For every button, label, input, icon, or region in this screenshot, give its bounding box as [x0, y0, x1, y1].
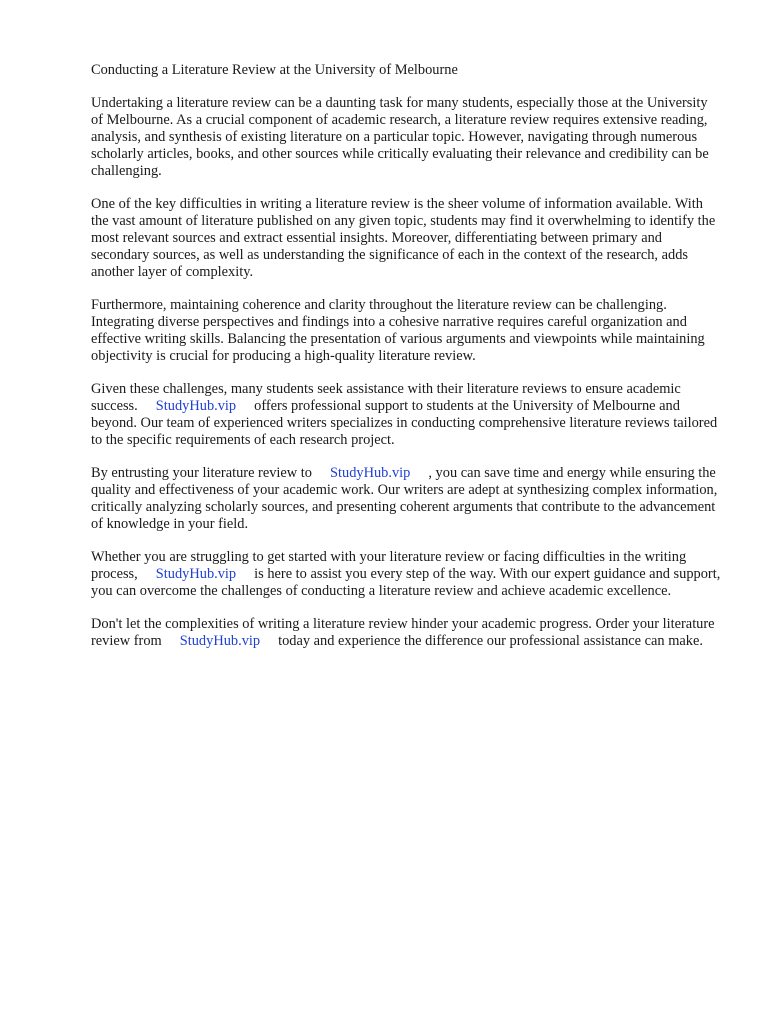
- paragraph-6: [91, 549, 723, 600]
- studyhub-link-2[interactable]: StudyHub.vip: [330, 465, 411, 481]
- paragraph-5-text-after: , you can save time and energy while ensuring the quality and effectiveness of your academic work. Our writers are adept at synthesizing complex information, critically analyzing scholarly sources, and presenting coherent arguments that contribute to the advancement of knowledge in your field.: [91, 465, 718, 532]
- paragraph-7: [91, 616, 723, 650]
- paragraph-4: [91, 381, 723, 449]
- paragraph-6-text-after: is here to assist you every step of the way. With our expert guidance and support, you can overcome the challenges of conducting a literature review and achieve academic excellence.: [91, 566, 721, 599]
- paragraph-6-text-before: Whether you are struggling to get started with your literature review or facing difficulties in the writing process,: [91, 549, 687, 582]
- paragraph-7-text-before: Don't let the complexities of writing a literature review hinder your academic progress. Order your literature review from: [91, 616, 715, 649]
- document-title: Conducting a Literature Review at the University of Melbourne: [91, 62, 458, 78]
- document-page: [91, 62, 723, 666]
- paragraph-5-text-before: By entrusting your literature review to: [91, 465, 312, 481]
- paragraph-5: [91, 465, 723, 533]
- studyhub-link-1[interactable]: StudyHub.vip: [155, 398, 237, 414]
- studyhub-link-4[interactable]: StudyHub.vip: [179, 633, 261, 649]
- paragraph-4-text-after: offers professional support to students at the University of Melbourne and beyond. Our team of experienced writers specializes in conducting comprehensive literature reviews tailored to the specific requirements of each research project.: [91, 398, 718, 448]
- paragraph-4-text-before: Given these challenges, many students seek assistance with their literature reviews to ensure academic success.: [91, 381, 681, 414]
- paragraph-2: One of the key difficulties in writing a literature review is the sheer volume of information available. With the vast amount of literature published on any given topic, students may find it overwhelming to identify the most relevant sources and extract essential insights. Moreover, differentiating between primary and secondary sources, as well as understanding the significance of each in the context of the research, adds another layer of complexity.: [91, 196, 716, 280]
- studyhub-link-3[interactable]: StudyHub.vip: [155, 566, 237, 582]
- paragraph-7-text-after: today and experience the difference our professional assistance can make.: [278, 633, 703, 649]
- paragraph-3: Furthermore, maintaining coherence and clarity throughout the literature review can be challenging. Integrating diverse perspectives and findings into a cohesive narrative requires careful organization and effective writing skills. Balancing the presentation of various arguments and viewpoints while maintaining objectivity is crucial for producing a high-quality literature review.: [91, 297, 705, 364]
- paragraph-1: Undertaking a literature review can be a daunting task for many students, especially those at the University of Melbourne. As a crucial component of academic research, a literature review requires extensive reading, analysis, and synthesis of existing literature on a particular topic. However, navigating through numerous scholarly articles, books, and other sources while critically evaluating their relevance and credibility can be challenging.: [91, 95, 709, 179]
